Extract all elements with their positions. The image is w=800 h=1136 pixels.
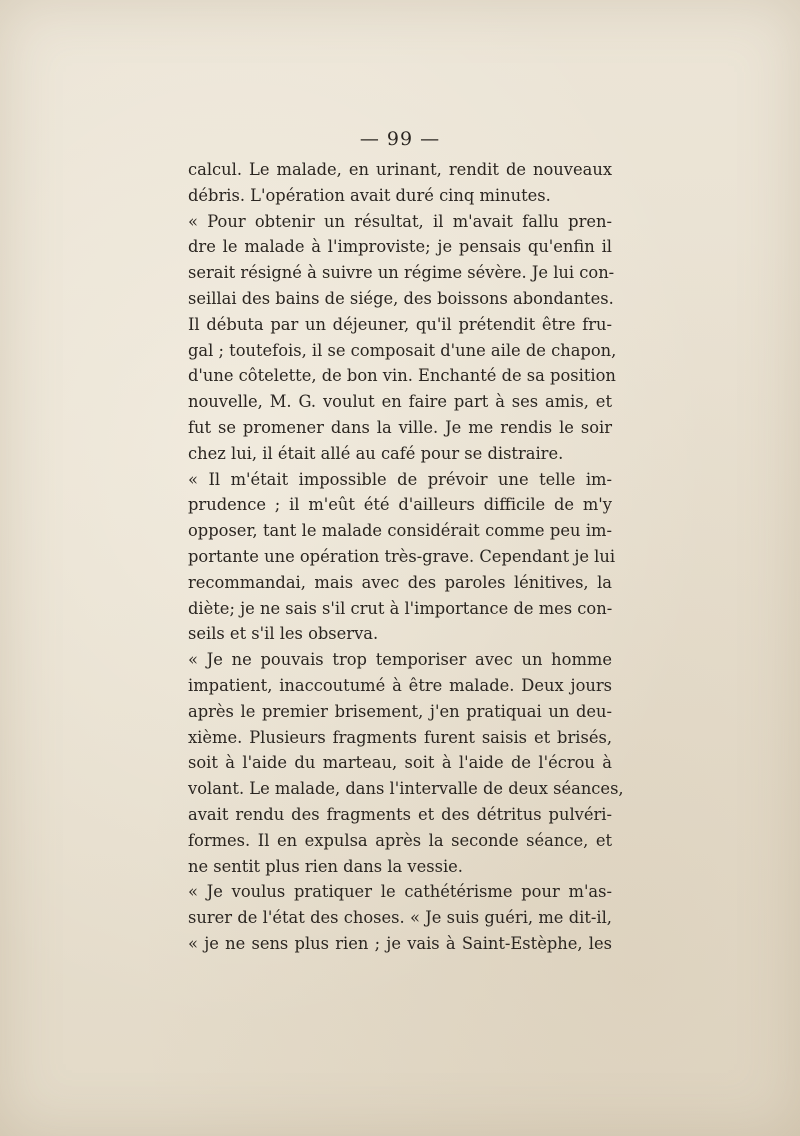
- text-line: impatient, inaccoutumé à être malade. Deux jours: [188, 675, 612, 695]
- page-number: — 99 —: [359, 128, 441, 150]
- text-line: dre le malade à l'improviste; je pensais qu'enfin il: [188, 237, 612, 257]
- text-line: surer de l'état des choses. « Je suis guéri, me dit-il,: [188, 908, 612, 928]
- text-line: seils et s'il les observa.: [188, 624, 379, 644]
- text-line: Il débuta par un déjeuner, qu'il prétendit être fru-: [188, 314, 612, 334]
- text-line: « Je voulus pratiquer le cathétérisme pour m'as-: [188, 882, 612, 902]
- text-line: prudence ; il m'eût été d'ailleurs difficile de m'y: [188, 495, 612, 515]
- text-line: « Pour obtenir un résultat, il m'avait fallu pren-: [188, 211, 612, 231]
- text-line: d'une côtelette, de bon vin. Enchanté de sa position: [188, 366, 616, 386]
- text-line: débris. L'opération avait duré cinq minutes.: [188, 185, 551, 205]
- text-line: avait rendu des fragments et des détritus pulvéri-: [188, 804, 612, 824]
- text-line: après le premier brisement, j'en pratiquai un deu-: [188, 701, 612, 721]
- text-line: seillai des bains de siége, des boissons abondantes.: [188, 288, 614, 308]
- text-line: xième. Plusieurs fragments furent saisis et brisés,: [188, 727, 612, 747]
- text-line: recommandai, mais avec des paroles lénitives, la: [188, 572, 612, 592]
- text-line: diète; je ne sais s'il crut à l'importance de mes con-: [188, 598, 613, 618]
- text-line: serait résigné à suivre un régime sévère. Je lui con-: [188, 263, 615, 283]
- text-line: portante une opération très-grave. Cependant je lui: [188, 546, 616, 566]
- text-line: calcul. Le malade, en urinant, rendit de nouveaux: [188, 160, 612, 179]
- text-line: formes. Il en expulsa après la seconde séance, et: [188, 830, 612, 850]
- text-line: chez lui, il était allé au café pour se distraire.: [188, 443, 564, 463]
- body-text: [188, 157, 624, 957]
- text-line: opposer, tant le malade considérait comme peu im-: [188, 521, 612, 541]
- text-line: « Je ne pouvais trop temporiser avec un homme: [188, 650, 612, 670]
- text-line: gal ; toutefois, il se composait d'une aile de chapon,: [188, 340, 617, 360]
- text-line: « Il m'était impossible de prévoir une telle im-: [188, 469, 612, 489]
- text-line: fut se promener dans la ville. Je me rendis le soir: [188, 417, 612, 437]
- text-line: volant. Le malade, dans l'intervalle de deux séances,: [188, 779, 624, 799]
- text-line: ne sentit plus rien dans la vessie.: [188, 856, 463, 876]
- text-line: « je ne sens plus rien ; je vais à Saint-Estèphe, les: [188, 933, 612, 953]
- text-line: soit à l'aide du marteau, soit à l'aide de l'écrou à: [188, 753, 612, 773]
- text-line: nouvelle, M. G. voulut en faire part à ses amis, et: [188, 392, 612, 412]
